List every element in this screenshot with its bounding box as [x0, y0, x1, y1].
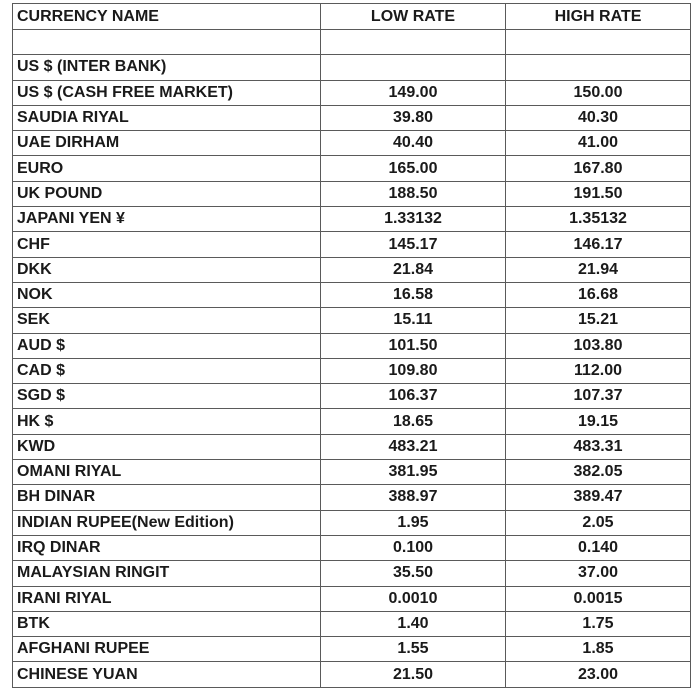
- table-row: [13, 30, 691, 55]
- low-rate-cell: 165.00: [321, 156, 506, 181]
- currency-name-cell: CHINESE YUAN: [13, 662, 321, 687]
- high-rate-cell: 150.00: [506, 80, 691, 105]
- table-row: [13, 308, 691, 333]
- currency-name-cell: HK $: [13, 409, 321, 434]
- high-rate-cell: 0.0015: [506, 586, 691, 611]
- currency-name-cell: OMANI RIYAL: [13, 460, 321, 485]
- currency-name-cell: CAD $: [13, 358, 321, 383]
- currency-name-cell: [13, 30, 321, 55]
- table-row: [13, 232, 691, 257]
- table-header-row: [13, 4, 691, 30]
- currency-name-cell: SEK: [13, 308, 321, 333]
- table-row: [13, 611, 691, 636]
- table-row: [13, 181, 691, 206]
- header-low-rate: LOW RATE: [321, 4, 506, 30]
- currency-name-cell: IRANI RIYAL: [13, 586, 321, 611]
- currency-name-cell: DKK: [13, 257, 321, 282]
- low-rate-cell: 1.33132: [321, 207, 506, 232]
- high-rate-cell: 41.00: [506, 131, 691, 156]
- high-rate-cell: 1.35132: [506, 207, 691, 232]
- high-rate-cell: 37.00: [506, 561, 691, 586]
- low-rate-cell: 39.80: [321, 105, 506, 130]
- high-rate-cell: 389.47: [506, 485, 691, 510]
- low-rate-cell: 483.21: [321, 434, 506, 459]
- high-rate-cell: 2.05: [506, 510, 691, 535]
- header-currency-name: CURRENCY NAME: [13, 4, 321, 30]
- currency-name-cell: EURO: [13, 156, 321, 181]
- table-row: [13, 535, 691, 560]
- low-rate-cell: 21.50: [321, 662, 506, 687]
- low-rate-cell: 16.58: [321, 282, 506, 307]
- currency-name-cell: MALAYSIAN RINGIT: [13, 561, 321, 586]
- high-rate-cell: 146.17: [506, 232, 691, 257]
- currency-rate-sheet: [12, 3, 690, 693]
- table-row: [13, 384, 691, 409]
- low-rate-cell: 106.37: [321, 384, 506, 409]
- low-rate-cell: 1.55: [321, 637, 506, 662]
- table-row: [13, 207, 691, 232]
- table-row: [13, 282, 691, 307]
- low-rate-cell: 0.0010: [321, 586, 506, 611]
- table-row: [13, 637, 691, 662]
- table-row: [13, 80, 691, 105]
- table-row: [13, 434, 691, 459]
- table-row: [13, 561, 691, 586]
- high-rate-cell: 0.140: [506, 535, 691, 560]
- low-rate-cell: 35.50: [321, 561, 506, 586]
- low-rate-cell: 381.95: [321, 460, 506, 485]
- currency-name-cell: JAPANI YEN ¥: [13, 207, 321, 232]
- high-rate-cell: 1.75: [506, 611, 691, 636]
- low-rate-cell: 109.80: [321, 358, 506, 383]
- high-rate-cell: 15.21: [506, 308, 691, 333]
- low-rate-cell: 188.50: [321, 181, 506, 206]
- low-rate-cell: 18.65: [321, 409, 506, 434]
- high-rate-cell: 103.80: [506, 333, 691, 358]
- currency-name-cell: UAE DIRHAM: [13, 131, 321, 156]
- high-rate-cell: 382.05: [506, 460, 691, 485]
- table-row: [13, 257, 691, 282]
- currency-name-cell: SAUDIA RIYAL: [13, 105, 321, 130]
- low-rate-cell: [321, 30, 506, 55]
- currency-rate-table: [12, 3, 691, 688]
- currency-name-cell: US $ (CASH FREE MARKET): [13, 80, 321, 105]
- high-rate-cell: 16.68: [506, 282, 691, 307]
- low-rate-cell: 149.00: [321, 80, 506, 105]
- currency-name-cell: BH DINAR: [13, 485, 321, 510]
- table-row: [13, 485, 691, 510]
- currency-name-cell: AFGHANI RUPEE: [13, 637, 321, 662]
- low-rate-cell: [321, 55, 506, 80]
- high-rate-cell: 167.80: [506, 156, 691, 181]
- high-rate-cell: [506, 30, 691, 55]
- high-rate-cell: 107.37: [506, 384, 691, 409]
- table-row: [13, 333, 691, 358]
- low-rate-cell: 40.40: [321, 131, 506, 156]
- low-rate-cell: 1.40: [321, 611, 506, 636]
- table-row: [13, 662, 691, 687]
- currency-name-cell: INDIAN RUPEE(New Edition): [13, 510, 321, 535]
- table-row: [13, 409, 691, 434]
- high-rate-cell: 19.15: [506, 409, 691, 434]
- currency-name-cell: AUD $: [13, 333, 321, 358]
- table-row: [13, 55, 691, 80]
- table-row: [13, 510, 691, 535]
- currency-name-cell: CHF: [13, 232, 321, 257]
- currency-name-cell: SGD $: [13, 384, 321, 409]
- high-rate-cell: 1.85: [506, 637, 691, 662]
- table-row: [13, 105, 691, 130]
- header-high-rate: HIGH RATE: [506, 4, 691, 30]
- low-rate-cell: 21.84: [321, 257, 506, 282]
- currency-name-cell: UK POUND: [13, 181, 321, 206]
- currency-name-cell: NOK: [13, 282, 321, 307]
- high-rate-cell: 40.30: [506, 105, 691, 130]
- currency-name-cell: IRQ DINAR: [13, 535, 321, 560]
- currency-name-cell: KWD: [13, 434, 321, 459]
- high-rate-cell: 21.94: [506, 257, 691, 282]
- low-rate-cell: 388.97: [321, 485, 506, 510]
- high-rate-cell: 483.31: [506, 434, 691, 459]
- high-rate-cell: 112.00: [506, 358, 691, 383]
- low-rate-cell: 15.11: [321, 308, 506, 333]
- table-row: [13, 156, 691, 181]
- low-rate-cell: 145.17: [321, 232, 506, 257]
- currency-name-cell: BTK: [13, 611, 321, 636]
- table-row: [13, 460, 691, 485]
- low-rate-cell: 101.50: [321, 333, 506, 358]
- low-rate-cell: 0.100: [321, 535, 506, 560]
- table-body: [13, 30, 691, 688]
- high-rate-cell: 191.50: [506, 181, 691, 206]
- table-row: [13, 586, 691, 611]
- low-rate-cell: 1.95: [321, 510, 506, 535]
- high-rate-cell: [506, 55, 691, 80]
- high-rate-cell: 23.00: [506, 662, 691, 687]
- table-row: [13, 131, 691, 156]
- currency-name-cell: US $ (INTER BANK): [13, 55, 321, 80]
- table-row: [13, 358, 691, 383]
